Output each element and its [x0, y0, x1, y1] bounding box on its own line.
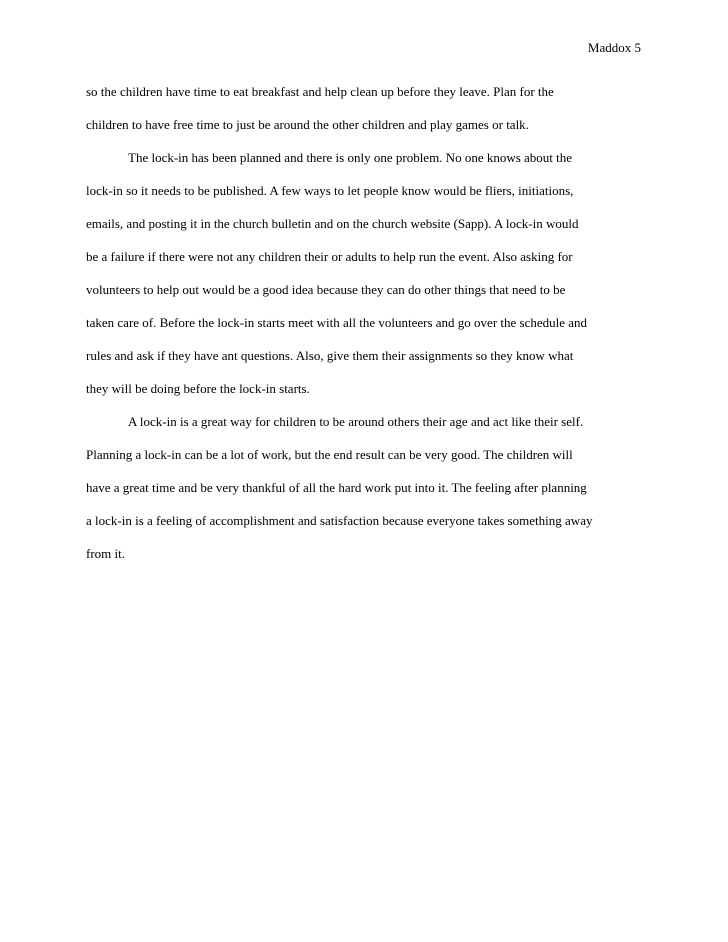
text-line: be a failure if there were not any children their or adults to help run the event. Also asking for: [86, 249, 573, 264]
text-line: have a great time and be very thankful of all the hard work put into it. The feeling after planning: [86, 480, 587, 495]
body-text: [86, 84, 646, 579]
text-line: so the children have time to eat breakfast and help clean up before they leave. Plan for the: [86, 84, 554, 99]
text-line: rules and ask if they have ant questions. Also, give them their assignments so they know what: [86, 348, 574, 363]
text-line: a lock-in is a feeling of accomplishment and satisfaction because everyone takes something away: [86, 513, 593, 528]
paragraph-start-line: The lock-in has been planned and there is only one problem. No one knows about the: [128, 150, 573, 165]
text-line: taken care of. Before the lock-in starts meet with all the volunteers and go over the schedule and: [86, 315, 588, 330]
text-line: lock-in so it needs to be published. A few ways to let people know would be fliers, initiations,: [86, 183, 574, 198]
text-line: from it.: [86, 546, 125, 561]
paragraph-start-line: A lock-in is a great way for children to be around others their age and act like their self.: [128, 414, 584, 429]
text-line: they will be doing before the lock-in starts.: [86, 381, 310, 396]
text-line: children to have free time to just be around the other children and play games or talk.: [86, 117, 529, 132]
text-line: Planning a lock-in can be a lot of work, but the end result can be very good. The children will: [86, 447, 573, 462]
text-line: emails, and posting it in the church bulletin and on the church website (Sapp). A lock-in would: [86, 216, 579, 231]
running-header: Maddox 5: [587, 40, 641, 55]
text-line: volunteers to help out would be a good idea because they can do other things that need to be: [86, 282, 566, 297]
